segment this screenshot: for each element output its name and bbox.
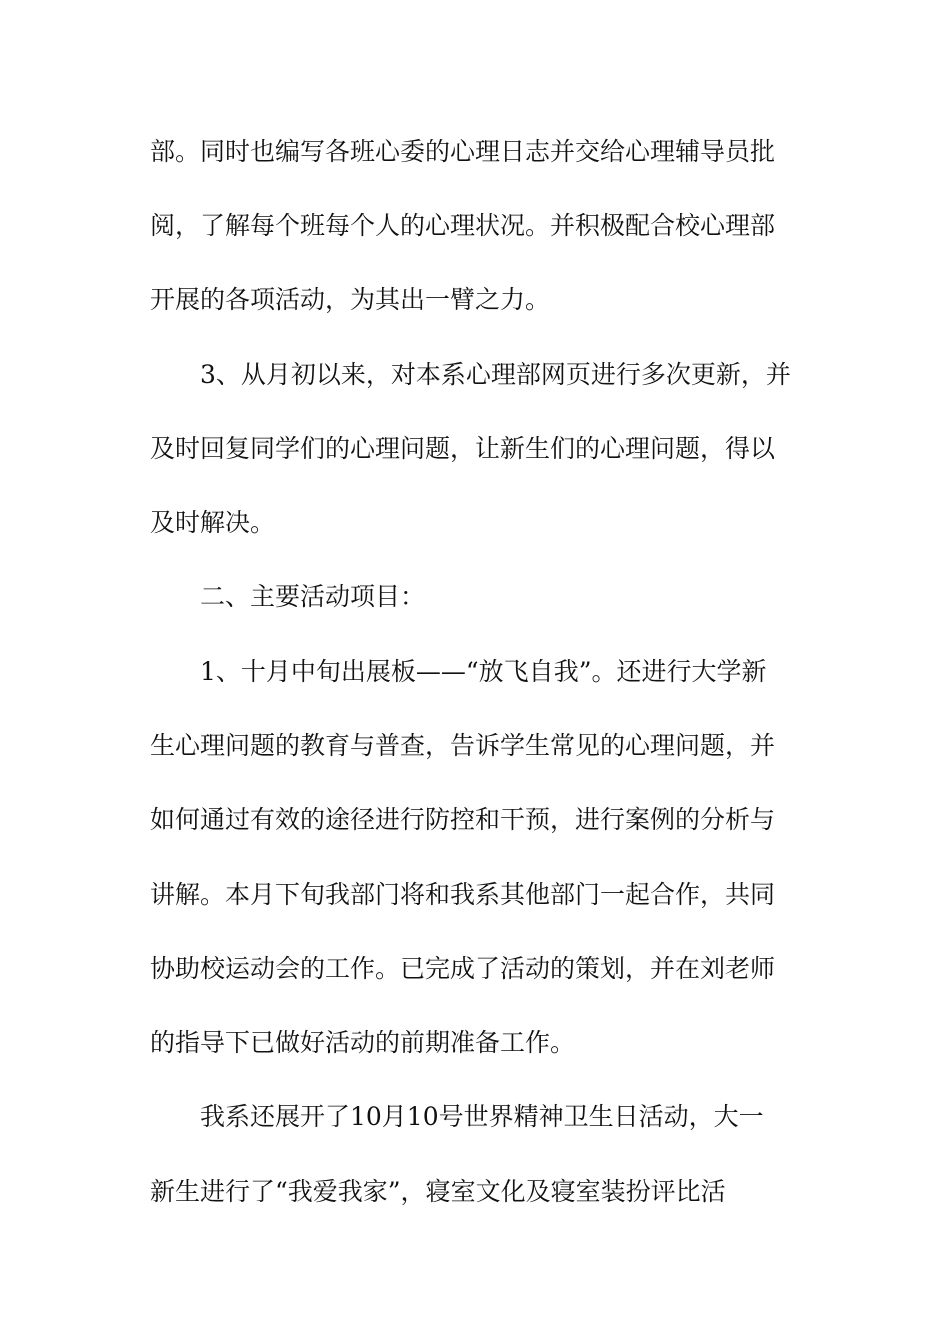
text-line: 及时解决。 — [150, 508, 276, 537]
text-line: 我系还展开了10月10号世界精神卫生日活动，大一 — [200, 1102, 764, 1131]
text-line: 如何通过有效的途径进行防控和干预，进行案例的分析与 — [150, 805, 776, 834]
text-line: 阅，了解每个班每个人的心理状况。并积极配合校心理部 — [150, 211, 776, 240]
text-line: 1、十月中旬出展板——“放飞自我”。还进行大学新 — [200, 657, 767, 686]
text-line: 3、从月初以来，对本系心理部网页进行多次更新，并 — [200, 360, 791, 389]
text-line: 新生进行了“我爱我家”，寝室文化及寝室装扮评比活 — [150, 1177, 726, 1206]
text-line: 开展的各项活动，为其出一臂之力。 — [150, 285, 551, 314]
text-line: 的指导下已做好活动的前期准备工作。 — [150, 1028, 576, 1057]
text-line: 生心理问题的教育与普查，告诉学生常见的心理问题，并 — [150, 731, 776, 760]
text-line: 协助校运动会的工作。已完成了活动的策划，并在刘老师 — [150, 954, 776, 983]
text-line: 讲解。本月下旬我部门将和我系其他部门一起合作，共同 — [150, 880, 776, 909]
text-line: 部。同时也编写各班心委的心理日志并交给心理辅导员批 — [150, 137, 776, 166]
text-line: 及时回复同学们的心理问题，让新生们的心理问题，得以 — [150, 434, 776, 463]
section-heading: 二、主要活动项目： — [200, 582, 426, 611]
